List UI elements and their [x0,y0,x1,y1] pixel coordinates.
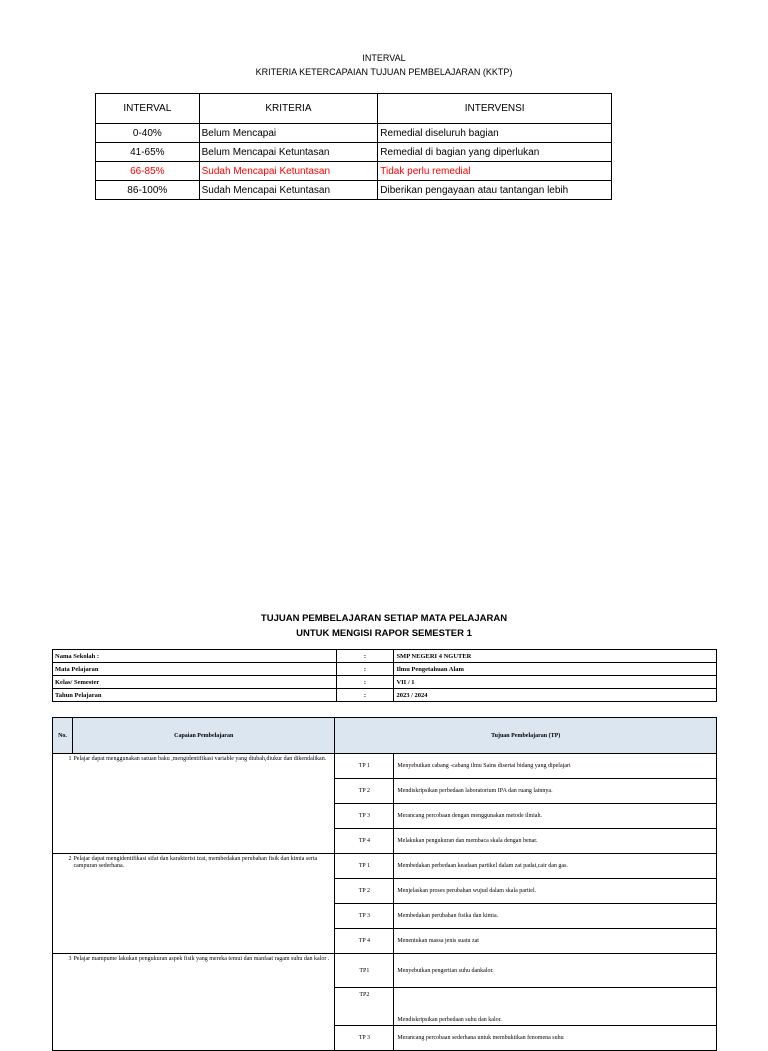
header-capaian: Capaian Pembelajaran [72,718,334,754]
tp-code: TP 3 [335,1026,394,1051]
kktp-header-kriteria: KRITERIA [199,94,378,124]
kktp-header-interval: INTERVAL [96,94,200,124]
tp-code: TP 2 [335,779,394,804]
header-no: No. [53,718,73,754]
tp-description: Menyebutkan cabang -cabang ilmu Sains disertai bidang yang dipelajari [394,754,717,779]
tp-code: TP 1 [335,854,394,879]
info-row [53,663,717,676]
kktp-intervensi-cell: Diberikan pengayaan atau tantangan lebih [378,181,612,200]
kktp-intervensi-cell: Remedial diseluruh bagian [378,124,612,143]
kktp-table [95,93,612,200]
tp-description: Merancang percobaan dengan menggunakan metode ilmiah. [394,804,717,829]
capaian-text: Pelajar mampume lakukan pengukuran aspek fisik yang mereka temui dan manfaat ragam suhu dan kalor . [72,954,334,1051]
kktp-interval-cell: 66-85% [96,162,200,181]
tp-doc-title: TUJUAN PEMBELAJARAN SETIAP MATA PELAJARAN [260,613,508,624]
kktp-header-row [96,94,612,124]
tp-row [53,854,717,879]
group-number: 2 [53,854,73,954]
kktp-intervensi-cell: Remedial di bagian yang diperlukan [378,143,612,162]
tp-doc-subtitle: UNTUK MENGISI RAPOR SEMESTER 1 [296,628,472,639]
info-value: 2023 / 2024 [394,689,717,702]
tp-row [53,754,717,779]
kktp-title-interval: INTERVAL [362,53,406,63]
kktp-row [96,124,612,143]
info-row [53,650,717,663]
kktp-row [96,181,612,200]
info-label: Mata Pelajaran [53,663,337,676]
info-colon: : [336,676,394,689]
tp-description: Membedakan perubahan fisika dan kimia. [394,904,717,929]
info-colon: : [336,650,394,663]
kktp-kriteria-cell: Belum Mencapai [199,124,378,143]
info-colon: : [336,689,394,702]
info-row [53,689,717,702]
kktp-title-kriteria: KRITERIA KETERCAPAIAN TUJUAN PEMBELAJARAN (KKTP) [255,67,513,77]
tp-description: Menyebutkan pengertian suhu dankalor. [394,954,717,988]
group-number: 1 [53,754,73,854]
info-colon: : [336,663,394,676]
tp-description: Menjelaskan proses perubahan wujud dalam skala partiel. [394,879,717,904]
tp-description: Mendiskripsikan perbedaan suhu dan kalor. [394,988,717,1026]
info-label: Nama Sekolah : [53,650,337,663]
info-value: SMP NEGERI 4 NGUTER [394,650,717,663]
header-tujuan: Tujuan Pembelajaran (TP) [335,718,717,754]
tp-header-row [53,718,717,754]
tp-description: Melakukan pengukuran dan membaca skala dengan benar. [394,829,717,854]
kktp-kriteria-cell: Sudah Mencapai Ketuntasan [199,162,378,181]
tp-code: TP2 [335,988,394,1026]
school-info-table [52,649,717,702]
capaian-text: Pelajar dapat mengidentifikasi sifat dan karakterist izat, membedakan perubahan fisik dan kimia serta campuran sederhana. [72,854,334,954]
info-label: Tahun Pelajaran [53,689,337,702]
tp-row [53,954,717,988]
capaian-text: Pelajar dapat menggunakan satuan baku ,mengidentifikasi variable yang diubah,diukur dan dikendalikan. [72,754,334,854]
kktp-header-intervensi: INTERVENSI [378,94,612,124]
kktp-intervensi-cell: Tidak perlu remedial [378,162,612,181]
tp-description: Menentukan massa jenis suatu zat [394,929,717,954]
kktp-row [96,143,612,162]
info-label: Kelas/ Semester [53,676,337,689]
tp-description: Merancang percobaan sederhana untuk membuktikan fenomena suhu [394,1026,717,1051]
tujuan-pembelajaran-table [52,717,717,1051]
tp-code: TP1 [335,954,394,988]
tp-code: TP 3 [335,904,394,929]
info-row [53,676,717,689]
tp-code: TP 4 [335,829,394,854]
info-value: Ilmu Pengetahuan Alam [394,663,717,676]
kktp-kriteria-cell: Belum Mencapai Ketuntasan [199,143,378,162]
tp-code: TP 1 [335,754,394,779]
tp-code: TP 4 [335,929,394,954]
tp-description: Mendiskripsikan perbedaan laboratorium IPA dan ruang lainnya. [394,779,717,804]
tp-code: TP 3 [335,804,394,829]
kktp-interval-cell: 86-100% [96,181,200,200]
kktp-interval-cell: 0-40% [96,124,200,143]
group-number: 3 [53,954,73,1051]
tp-description: Membedakan perbedaan keadaan partikel dalam zat padat,cair dan gas. [394,854,717,879]
kktp-interval-cell: 41-65% [96,143,200,162]
kktp-row-highlighted [96,162,612,181]
kktp-kriteria-cell: Sudah Mencapai Ketuntasan [199,181,378,200]
info-value: VII / 1 [394,676,717,689]
tp-code: TP 2 [335,879,394,904]
